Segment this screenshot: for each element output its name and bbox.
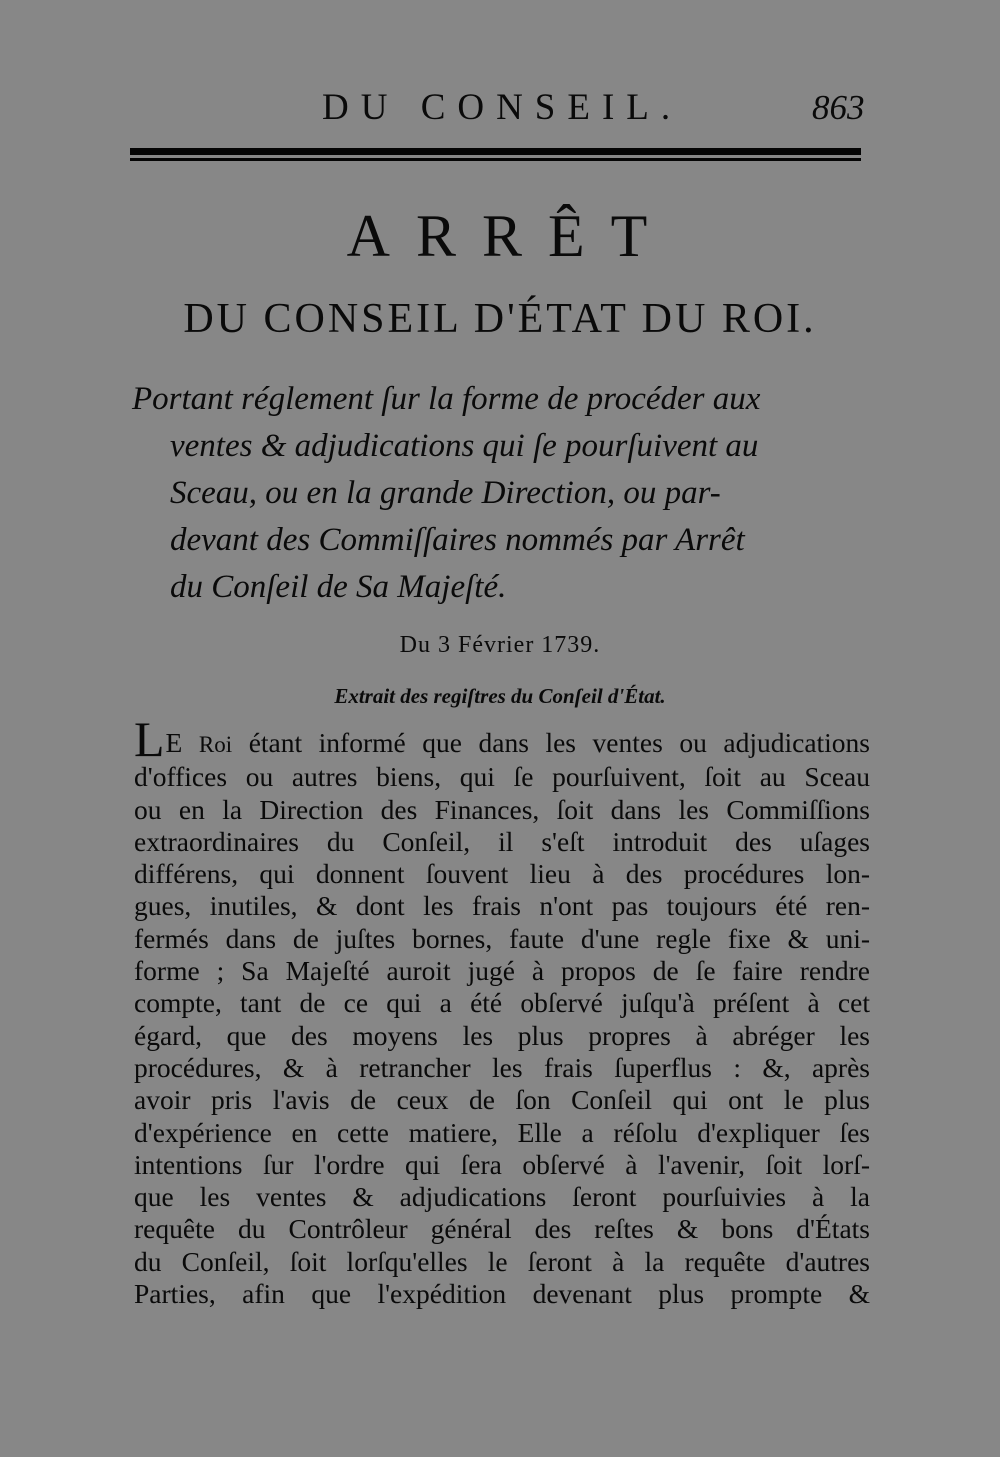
summary-block (132, 376, 872, 611)
body-line: extraordinaires du Conſeil, il s'eſt introduit des uſages (134, 825, 870, 857)
summary-line: ventes & adjudications qui ſe pourſuivent au (170, 428, 759, 464)
body-line: compte, tant de ce qui a été obſervé juſqu'à préſent à cet (134, 987, 870, 1019)
summary-line: Portant réglement ſur la forme de procéder aux (132, 381, 761, 417)
summary-line: Sceau, ou en la grande Direction, ou par- (170, 475, 721, 511)
document-subtitle: DU CONSEIL D'ÉTAT DU ROI. (183, 296, 817, 342)
page-number: 863 (812, 88, 865, 127)
document-date: Du 3 Février 1739. (399, 632, 601, 658)
body-line: Parties, afin que l'expédition devenant plus prompte & (134, 1278, 870, 1310)
header-rule-thin (130, 158, 861, 161)
body-line: du Conſeil, ſoit lorſqu'elles le ſeront à la requête d'autres (134, 1245, 870, 1277)
body-line: que les ventes & adjudications ſeront pourſuivies à la (134, 1181, 870, 1213)
header-rule-thick (130, 148, 861, 155)
body-line: intentions ſur l'ordre qui ſera obſervé à l'avenir, ſoit lorſ- (134, 1148, 870, 1180)
summary-line: devant des Commiſſaires nommés par Arrêt (170, 522, 745, 558)
first-word-smallcaps: Roi (198, 732, 233, 757)
body-line: procédures, & à retrancher les frais ſuperflus : &, après (134, 1051, 870, 1083)
body-line: requête du Contrôleur général des reſtes & bons d'États (134, 1213, 870, 1245)
drop-cap: L (134, 711, 165, 767)
body-line: différens, qui donnent ſouvent lieu à des procédures lon- (134, 858, 870, 890)
first-word-rest: E (165, 727, 183, 758)
body-line: ou en la Direction des Finances, ſoit dans les Commiſſions (134, 793, 870, 825)
document-title: ARRÊT (346, 203, 674, 269)
body-line: avoir pris l'avis de ceux de ſon Conſeil qui ont le plus (134, 1084, 870, 1116)
body-line-first (134, 711, 871, 767)
body-line: fermés dans de juſtes bornes, faute d'une regle fixe & uni- (134, 922, 870, 954)
first-line-rest: étant informé que dans les ventes ou adjudications (248, 727, 871, 758)
extract-heading: Extrait des regiſtres du Conſeil d'État. (334, 684, 666, 708)
running-header (0, 84, 1000, 132)
summary-line: du Conſeil de Sa Majeſté. (170, 569, 507, 605)
body-line: d'offices ou autres biens, qui ſe pourſuivent, ſoit au Sceau (134, 761, 870, 793)
body-line: gues, inutiles, & dont les frais n'ont pas toujours été ren- (134, 890, 870, 922)
running-title: DU CONSEIL. (322, 87, 683, 128)
body-line: forme ; Sa Majeſté auroit jugé à propos de ſe faire rendre (134, 955, 870, 987)
body-line: d'expérience en cette matiere, Elle a réſolu d'expliquer ſes (134, 1116, 870, 1148)
body-text (134, 711, 871, 1310)
body-line: égard, que des moyens les plus propres à abréger les (134, 1019, 870, 1051)
